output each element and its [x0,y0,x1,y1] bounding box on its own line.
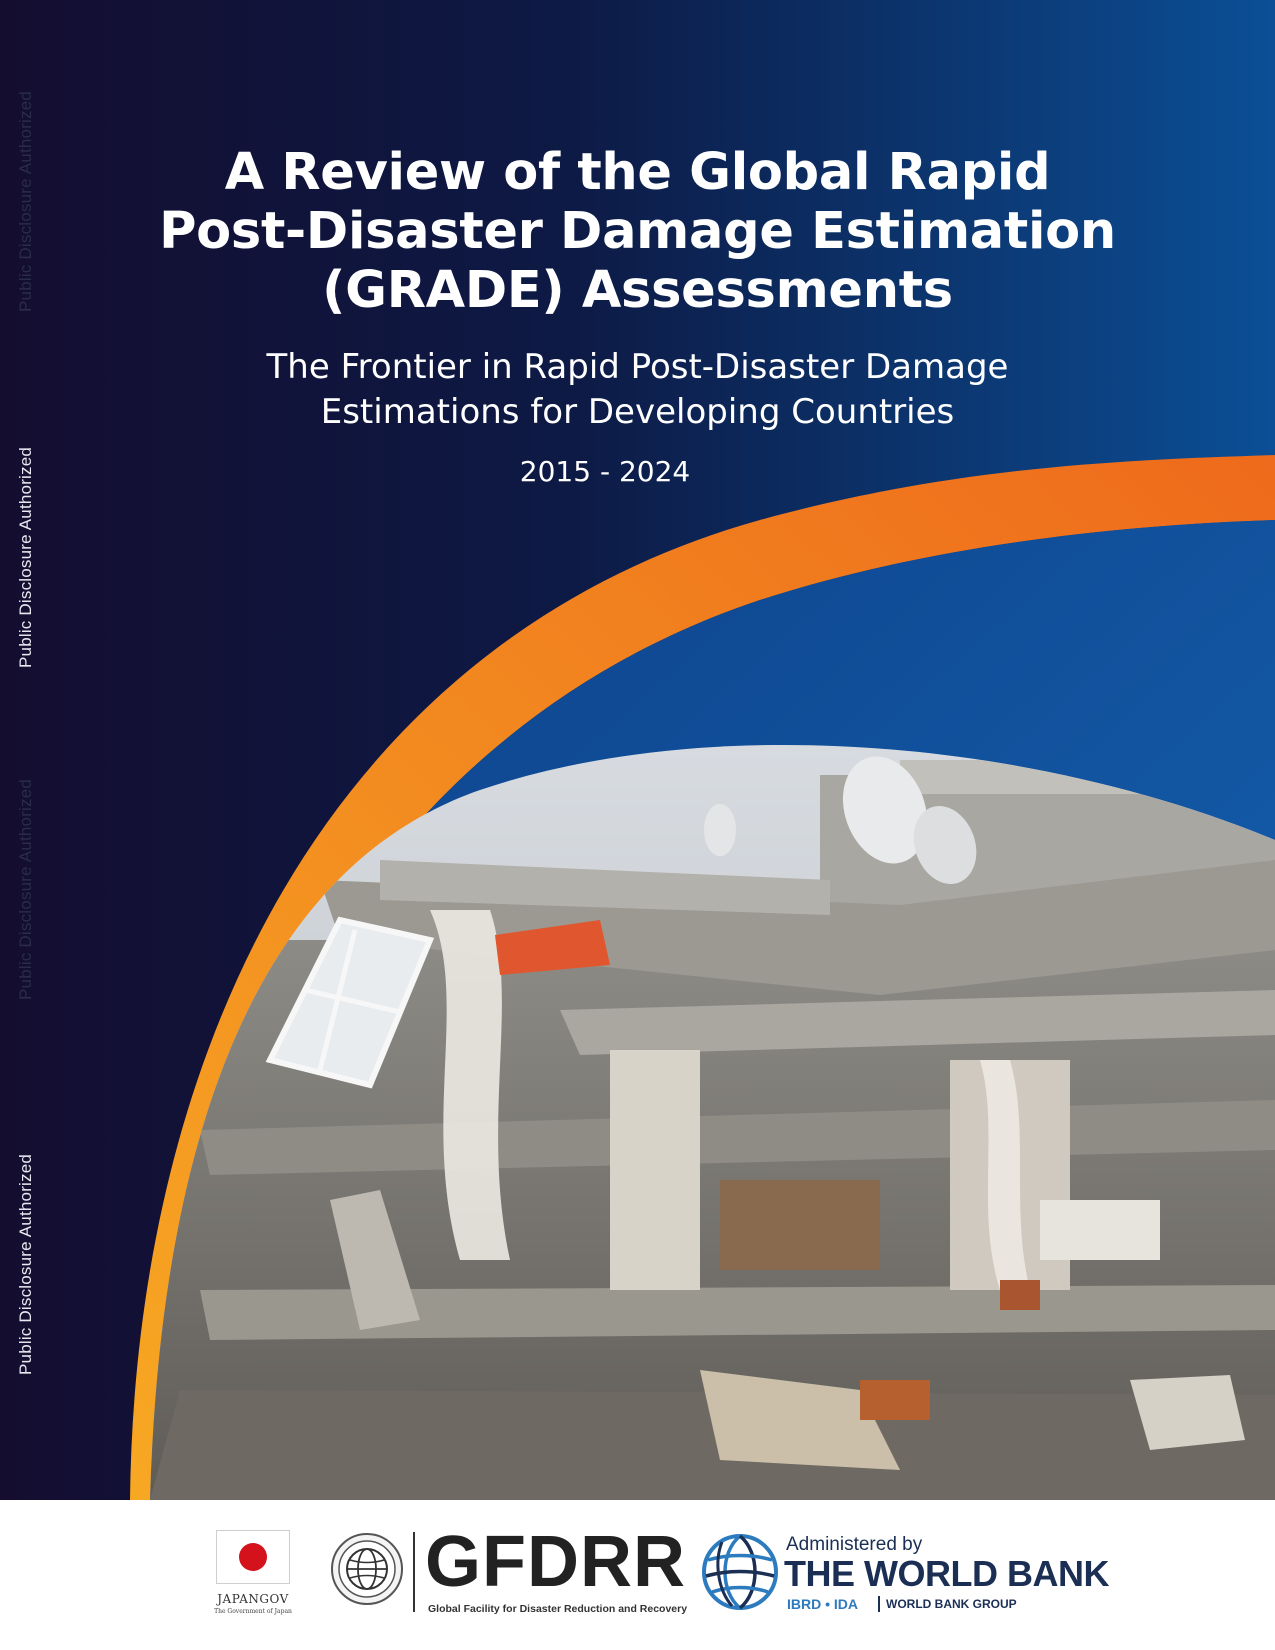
world-bank-globe-icon [700,1532,780,1612]
report-subtitle-line: Estimations for Developing Countries [320,392,955,432]
report-title-line: (GRADE) Assessments [322,261,953,320]
japan-gov-logo [208,1530,298,1625]
report-subtitle [100,345,1175,435]
world-bank-name: THE WORLD BANK [784,1553,1109,1594]
report-title-line: Post-Disaster Damage Estimation [159,202,1116,261]
japan-gov-subtitle: The Government of Japan [214,1608,292,1615]
japan-gov-name: JAPANGOV [217,1592,289,1606]
report-title [60,143,1215,320]
report-title-line: A Review of the Global Rapid [224,143,1051,202]
world-bank-group: WORLD BANK GROUP [886,1597,1017,1611]
gfdrr-globe-emblem-icon [330,1532,404,1606]
gfdrr-tagline: Global Facility for Disaster Reduction and Recovery [428,1603,688,1615]
world-bank-separator [878,1596,880,1612]
disclosure-watermark: Public Disclosure Authorized [16,90,35,312]
world-bank-ibrd-ida: IBRD • IDA [787,1596,859,1612]
gfdrr-name: GFDRR [425,1522,686,1602]
disclosure-watermark: Public Disclosure Authorized [16,1153,35,1375]
world-bank-administered-by: Administered by [786,1534,923,1555]
partner-logos [0,1500,1275,1650]
disclosure-watermark: Public Disclosure Authorized [16,778,35,1000]
disclosure-watermark: Public Disclosure Authorized [16,446,35,668]
report-years: 2015 - 2024 [519,455,691,488]
gfdrr-divider [413,1532,415,1612]
japan-flag-icon [216,1530,290,1584]
report-subtitle-line: The Frontier in Rapid Post-Disaster Damage [266,347,1009,387]
